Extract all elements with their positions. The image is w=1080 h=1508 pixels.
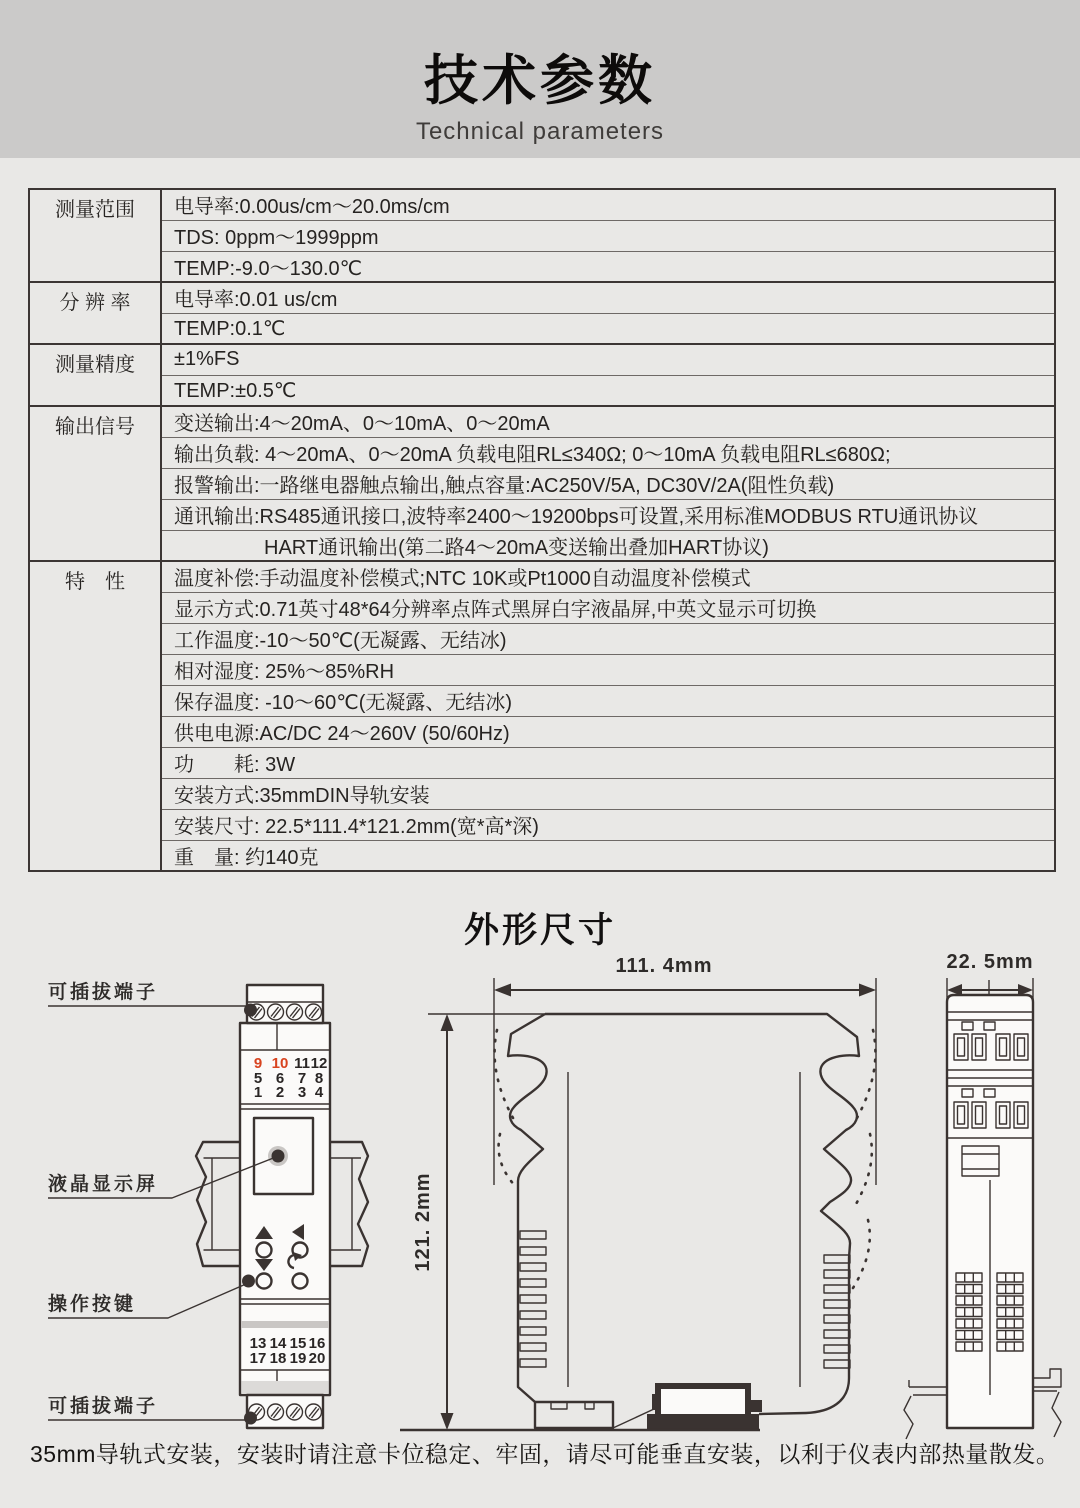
terminal-number: 9 bbox=[253, 1055, 263, 1072]
outline-section-title: 外形尺寸 bbox=[463, 911, 616, 950]
lcd-dot bbox=[272, 1150, 285, 1163]
table-row bbox=[29, 623, 1055, 654]
dimension-arrow-width bbox=[494, 984, 876, 997]
spec-value: 保存温度: -10～60℃(无凝露、无结冰) bbox=[161, 685, 1055, 716]
top-view bbox=[400, 955, 876, 1430]
spec-value: 安装尺寸: 22.5*111.4*121.2mm(宽*高*深) bbox=[161, 809, 1055, 840]
dim-height-label: 121. 2mm bbox=[412, 1172, 434, 1272]
terminal-number: 11 bbox=[294, 1055, 310, 1072]
housing-outline bbox=[545, 1014, 859, 1414]
terminal-number: 16 bbox=[308, 1335, 326, 1352]
terminal-number: 2 bbox=[275, 1084, 285, 1101]
callout-buttons: 操作按键 bbox=[48, 1294, 137, 1315]
spec-table-wrap bbox=[28, 188, 1056, 872]
terminal-number: 10 bbox=[271, 1055, 289, 1072]
spec-value: HART通讯输出(第二路4～20mA变送输出叠加HART协议) bbox=[161, 530, 1055, 561]
terminal-number: 8 bbox=[314, 1070, 324, 1087]
header-band bbox=[0, 0, 1080, 158]
front-view bbox=[48, 980, 368, 1428]
spec-group-label: 测量精度 bbox=[29, 344, 161, 406]
page-title: 技术参数 bbox=[424, 51, 656, 111]
table-row bbox=[29, 840, 1055, 871]
spec-group-label: 输出信号 bbox=[29, 406, 161, 561]
spec-value: TEMP:-9.0～130.0℃ bbox=[161, 251, 1055, 282]
spec-value: 电导率:0.01 us/cm bbox=[161, 282, 1055, 313]
spec-value: 电导率:0.00us/cm～20.0ms/cm bbox=[161, 189, 1055, 220]
spec-value: 报警输出:一路继电器触点输出,触点容量:AC250V/5A, DC30V/2A(阻性负载) bbox=[161, 468, 1055, 499]
leader-dot bbox=[244, 1412, 257, 1425]
table-row bbox=[29, 747, 1055, 778]
terminal-number: 3 bbox=[297, 1084, 307, 1101]
spec-value: 功 耗: 3W bbox=[161, 747, 1055, 778]
table-row bbox=[29, 778, 1055, 809]
terminal-number: 4 bbox=[314, 1084, 324, 1101]
terminal-block-bottom bbox=[247, 1395, 323, 1428]
table-row bbox=[29, 530, 1055, 561]
din-rail-left bbox=[196, 1142, 240, 1266]
table-row bbox=[29, 344, 1055, 375]
dim-depth-label: 22. 5mm bbox=[946, 951, 1034, 973]
table-row bbox=[29, 499, 1055, 530]
table-row bbox=[29, 437, 1055, 468]
table-row bbox=[29, 592, 1055, 623]
spec-value: TEMP:±0.5℃ bbox=[161, 375, 1055, 406]
side-view bbox=[904, 951, 1061, 1439]
callout-terminal-top: 可插拔端子 bbox=[48, 982, 159, 1003]
terminal-number: 5 bbox=[253, 1070, 263, 1087]
spec-group-label: 特 性 bbox=[29, 561, 161, 871]
page-subtitle: Technical parameters bbox=[415, 118, 665, 145]
din-rail-right bbox=[330, 1142, 368, 1266]
table-row bbox=[29, 468, 1055, 499]
terminal-number: 15 bbox=[289, 1335, 307, 1352]
terminal-number: 20 bbox=[308, 1350, 326, 1367]
spec-value: TEMP:0.1℃ bbox=[161, 313, 1055, 344]
terminal-number: 7 bbox=[297, 1070, 307, 1087]
table-row bbox=[29, 282, 1055, 313]
dim-width-label: 111. 4mm bbox=[615, 955, 713, 977]
callout-lcd: 液晶显示屏 bbox=[48, 1174, 159, 1195]
spec-value: 安装方式:35mmDIN导轨安装 bbox=[161, 778, 1055, 809]
spec-value: 重 量: 约140克 bbox=[161, 840, 1055, 871]
terminal-number: 12 bbox=[310, 1055, 328, 1072]
terminal-number: 17 bbox=[249, 1350, 267, 1367]
table-row bbox=[29, 685, 1055, 716]
spec-group-label: 分 辨 率 bbox=[29, 282, 161, 344]
terminal-number: 6 bbox=[275, 1070, 285, 1087]
terminal-number: 14 bbox=[269, 1335, 287, 1352]
terminal-number: 1 bbox=[253, 1084, 263, 1101]
spec-value: 相对湿度: 25%～85%RH bbox=[161, 654, 1055, 685]
spec-value: 通讯输出:RS485通讯接口,波特率2400～19200bps可设置,采用标准MODBUS RTU通讯协议 bbox=[161, 499, 1055, 530]
spec-group-label: 测量范围 bbox=[29, 189, 161, 282]
terminal-number: 18 bbox=[269, 1350, 287, 1367]
callout-terminal-bottom: 可插拔端子 bbox=[48, 1396, 159, 1417]
terminal-number: 19 bbox=[289, 1350, 307, 1367]
table-row bbox=[29, 189, 1055, 220]
spec-value: 变送输出:4～20mA、0～10mA、0～20mA bbox=[161, 406, 1055, 437]
dimension-arrow-height bbox=[441, 1014, 454, 1430]
table-row bbox=[29, 375, 1055, 406]
table-row bbox=[29, 251, 1055, 282]
table-row bbox=[29, 809, 1055, 840]
footer-note: 35mm导轨式安装，安装时请注意卡位稳定、牢固，请尽可能垂直安装，以利于仪表内部热量散发。 bbox=[30, 1441, 1060, 1467]
table-row bbox=[29, 654, 1055, 685]
table-row bbox=[29, 561, 1055, 592]
table-row bbox=[29, 716, 1055, 747]
table-row bbox=[29, 406, 1055, 437]
outline-drawing bbox=[0, 950, 1080, 1450]
spec-value: ±1%FS bbox=[161, 344, 1055, 375]
spec-value: 工作温度:-10～50℃(无凝露、无结冰) bbox=[161, 623, 1055, 654]
din-clip bbox=[647, 1386, 762, 1430]
spec-value: 输出负载: 4～20mA、0～20mA 负载电阻RL≤340Ω; 0～10mA 负载电阻RL≤680Ω; bbox=[161, 437, 1055, 468]
spec-value: TDS: 0ppm～1999ppm bbox=[161, 220, 1055, 251]
table-row bbox=[29, 220, 1055, 251]
divider-band bbox=[241, 1321, 329, 1328]
spec-table bbox=[28, 188, 1056, 872]
spec-value: 显示方式:0.71英寸48*64分辨率点阵式黑屏白字液晶屏,中英文显示可切换 bbox=[161, 592, 1055, 623]
bottom-shade bbox=[242, 1381, 329, 1394]
spec-value: 供电电源:AC/DC 24～260V (50/60Hz) bbox=[161, 716, 1055, 747]
terminal-number: 13 bbox=[249, 1335, 267, 1352]
mount-foot bbox=[535, 1402, 613, 1428]
table-row bbox=[29, 313, 1055, 344]
spec-value: 温度补偿:手动温度补偿模式;NTC 10K或Pt1000自动温度补偿模式 bbox=[161, 561, 1055, 592]
